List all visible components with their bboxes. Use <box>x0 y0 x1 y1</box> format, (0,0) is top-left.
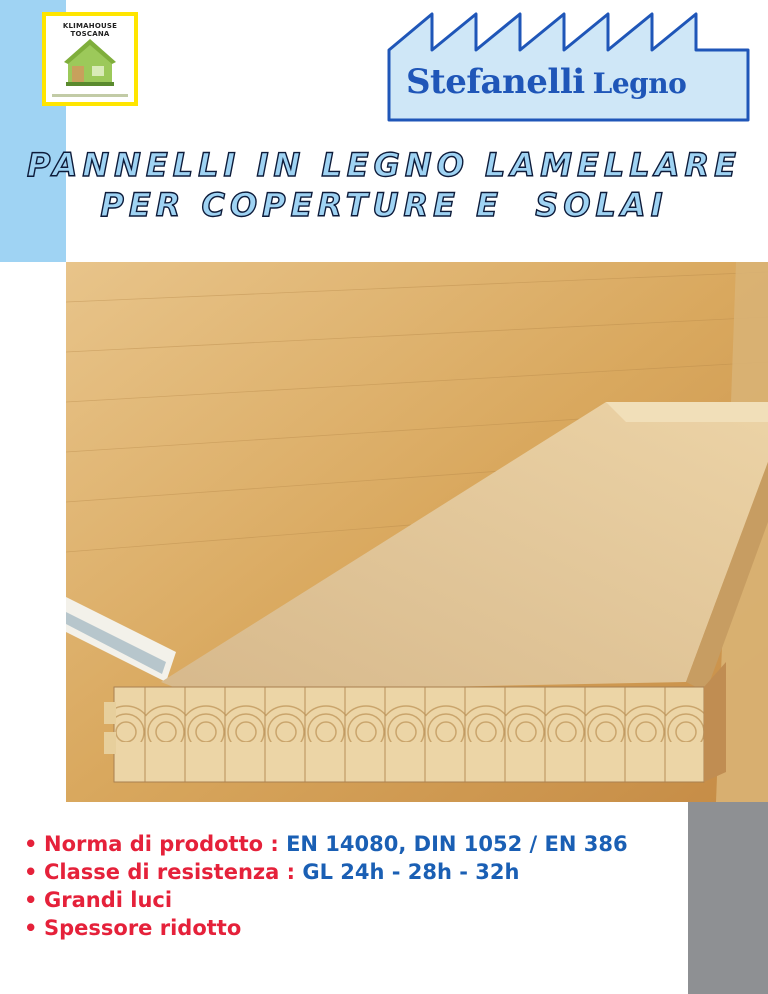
bullet-icon: • <box>24 832 38 856</box>
bullet-icon: • <box>24 916 38 940</box>
list-item <box>24 888 628 916</box>
feature-label: Spessore ridotto <box>44 916 242 940</box>
feature-value: EN 14080, DIN 1052 / EN 386 <box>286 832 628 856</box>
feature-label: Classe di resistenza : <box>44 860 303 884</box>
badge-tagline-strip <box>52 94 128 97</box>
logo-word-stefanelli: Stefanelli <box>406 62 585 102</box>
list-item <box>24 860 628 888</box>
bullet-icon: • <box>24 888 38 912</box>
klimahouse-badge <box>42 12 138 106</box>
feature-value: GL 24h - 28h - 32h <box>302 860 520 884</box>
feature-label: Norma di prodotto : <box>44 832 287 856</box>
bullet-icon: • <box>24 860 38 884</box>
badge-title: KLIMAHOUSE TOSCANA <box>62 22 118 38</box>
logo-word-legno: Legno <box>592 67 687 100</box>
green-house-icon <box>62 34 118 90</box>
list-item <box>24 916 628 944</box>
feature-label: Grandi luci <box>44 888 173 912</box>
title-line-2: PER COPERTURE E SOLAI <box>100 186 668 224</box>
stefanelli-logo <box>386 10 756 122</box>
title-line-1: PANNELLI IN LEGNO LAMELLARE <box>27 146 741 184</box>
feature-list <box>24 832 628 944</box>
glulam-panel-photo <box>66 262 768 802</box>
list-item <box>24 832 628 860</box>
logo-wordmark <box>406 62 686 102</box>
